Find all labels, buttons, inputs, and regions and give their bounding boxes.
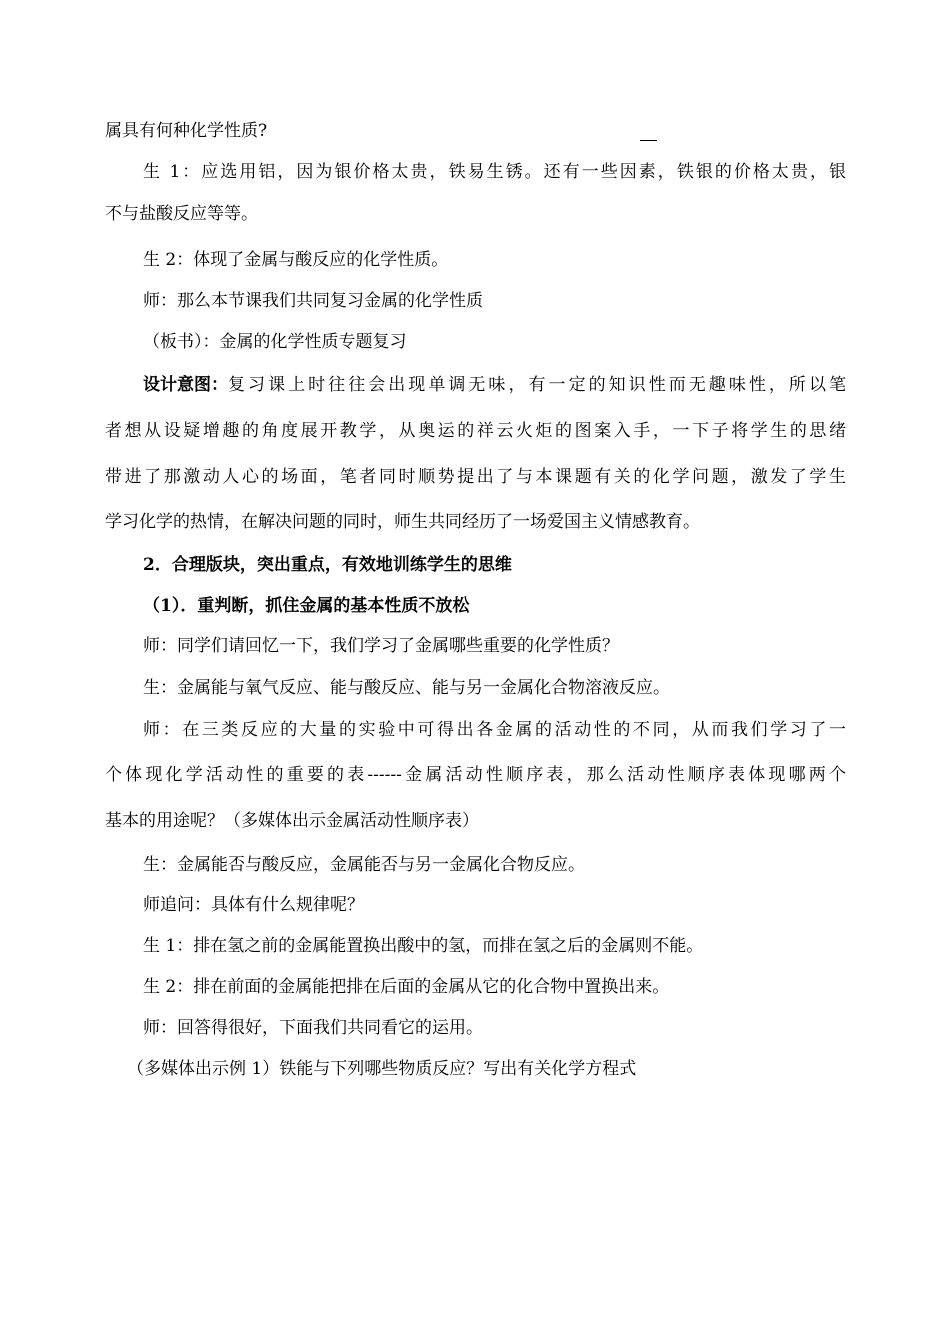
text-line: 师：同学们请回忆一下，我们学习了金属哪些重要的化学性质？ xyxy=(143,636,619,656)
text-line: 生 1：排在氢之前的金属能置换出酸中的氢，而排在氢之后的金属则不能。 xyxy=(143,936,704,956)
text-line: 基本的用途呢？（多媒体出示金属活动性顺序表） xyxy=(105,811,479,831)
text-line: 个体现化学活动性的重要的表------金属活动性顺序表，那么活动性顺序表体现哪两个 xyxy=(105,765,846,785)
text-line: 带进了那激动人心的场面，笔者同时顺势提出了与本课题有关的化学问题，激发了学生 xyxy=(105,467,846,487)
text-line: 者想从设疑增趣的角度展开教学，从奥运的祥云火炬的图案入手，一下子将学生的思绪 xyxy=(105,421,846,441)
subsection-heading: （1）．重判断，抓住金属的基本性质不放松 xyxy=(143,596,470,616)
underline-mark xyxy=(640,140,657,141)
text-line: （多媒体出示例 1）铁能与下列哪些物质反应？写出有关化学方程式 xyxy=(127,1059,637,1079)
text-line: 生：金属能否与酸反应，金属能否与另一金属化合物反应。 xyxy=(143,855,585,875)
design-intent-label: 设计意图： xyxy=(143,375,228,395)
text-line: 不与盐酸反应等等。 xyxy=(105,204,258,224)
section-heading: 2．合理版块，突出重点，有效地训练学生的思维 xyxy=(143,555,512,575)
text-line: 师：那么本节课我们共同复习金属的化学性质 xyxy=(143,291,483,311)
text-line: 属具有何种化学性质? xyxy=(105,121,268,141)
text-line: 生 2：体现了金属与酸反应的化学性质。 xyxy=(143,250,449,270)
text-line: 师：回答得很好，下面我们共同看它的运用。 xyxy=(143,1018,483,1038)
text-line: 师追问：具体有什么规律呢？ xyxy=(143,895,364,915)
text-line: 生：金属能与氧气反应、能与酸反应、能与另一金属化合物溶液反应。 xyxy=(143,678,670,698)
text-line: 生 1：应选用铝，因为银价格太贵，铁易生锈。还有一些因素，铁银的价格太贵，银 xyxy=(143,162,846,182)
text-line: （板书）：金属的化学性质专题复习 xyxy=(143,332,407,352)
text-line: 师：在三类反应的大量的实验中可得出各金属的活动性的不同，从而我们学习了一 xyxy=(143,720,846,740)
text-line: 生 2：排在前面的金属能把排在后面的金属从它的化合物中置换出来。 xyxy=(143,977,670,997)
design-intent-text: 复习课上时往往会出现单调无味，有一定的知识性而无趣味性，所以笔 xyxy=(228,375,846,395)
design-intent-line xyxy=(143,373,846,397)
text-line: 学习化学的热情，在解决问题的同时，师生共同经历了一场爱国主义情感教育。 xyxy=(105,512,700,532)
